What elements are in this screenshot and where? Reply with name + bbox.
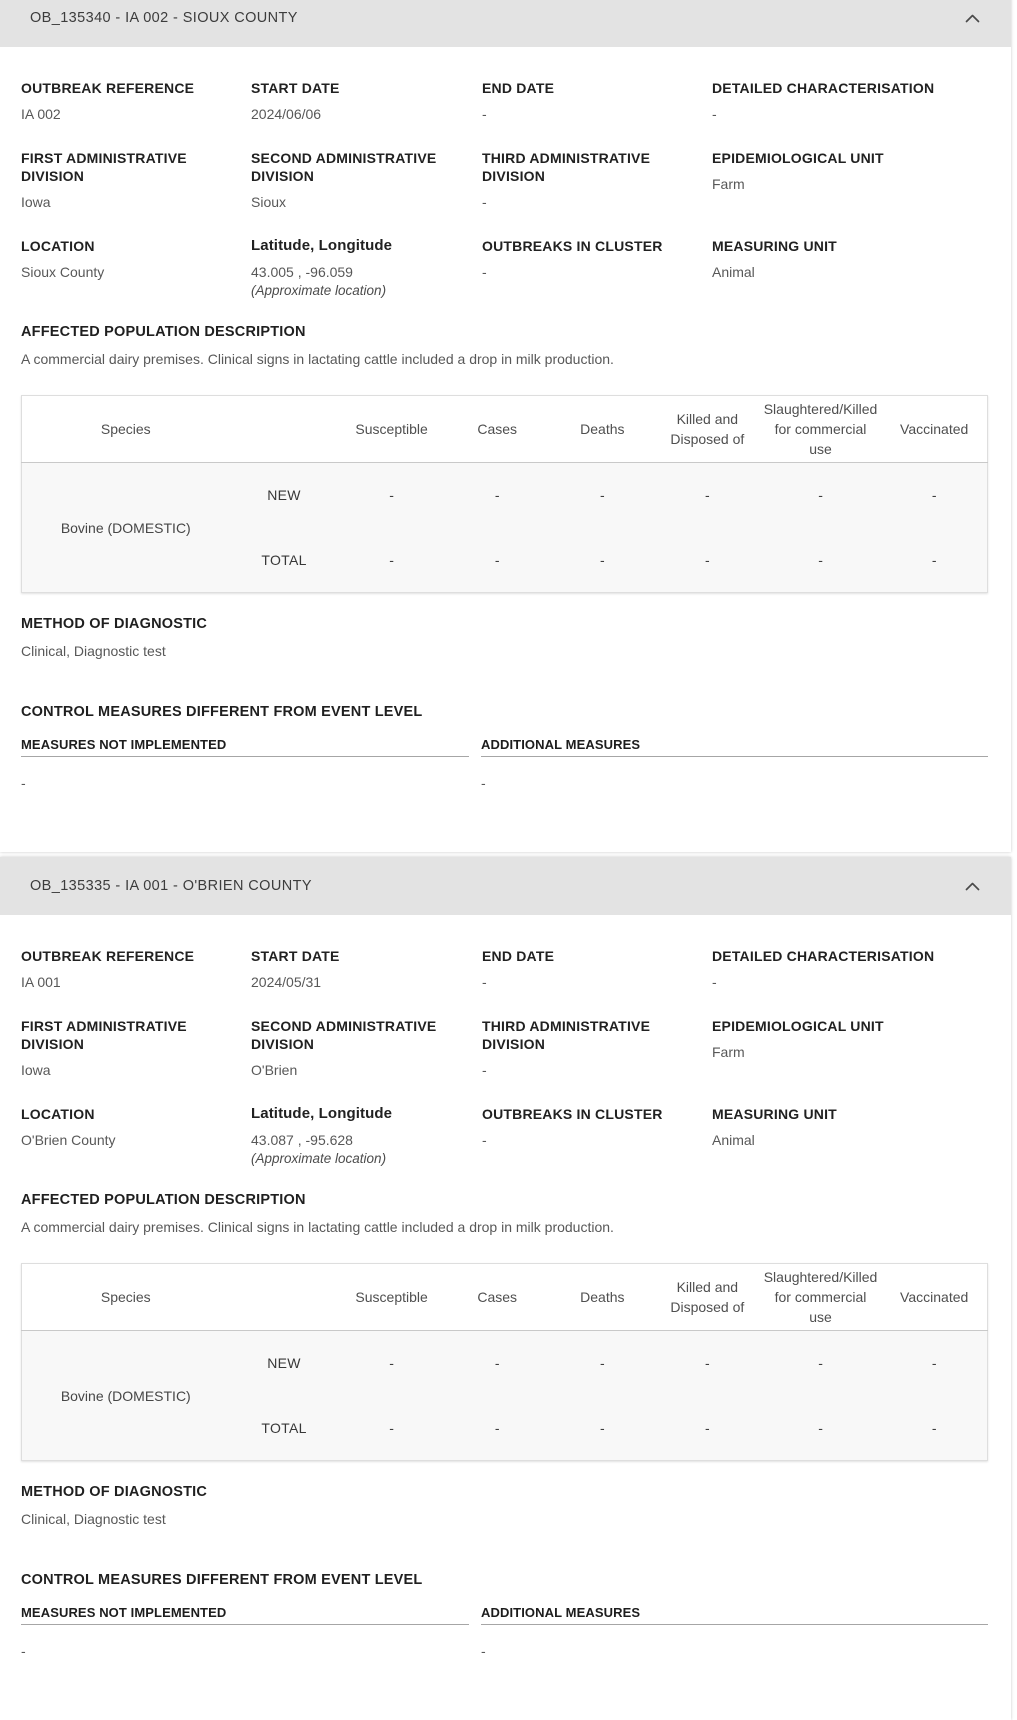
vaccinated-cell: - — [931, 487, 937, 504]
killed-disposed-cell: - — [704, 1355, 710, 1372]
fields-row — [21, 947, 988, 991]
col-header-killed-disposed: Killed and Disposed of — [655, 396, 760, 463]
field-outbreaks-in-cluster — [482, 1105, 712, 1168]
field-location — [21, 237, 251, 300]
approximate-location-note: (Approximate location) — [251, 283, 387, 298]
affected-population-text: A commercial dairy premises. Clinical signs in lactating cattle included a drop in milk production. — [21, 1219, 614, 1235]
additional-measures-label: ADDITIONAL MEASURES — [481, 736, 988, 757]
field-value — [251, 263, 482, 300]
field-end-date — [482, 79, 712, 123]
measures-not-implemented-value: - — [21, 775, 26, 791]
table-row — [22, 1331, 988, 1396]
field-epidemiological-unit — [712, 1017, 988, 1079]
field-latitude-longitude — [251, 237, 482, 300]
field-value: - — [712, 974, 717, 990]
killed-disposed-cell: - — [704, 487, 710, 504]
vaccinated-cell: - — [931, 1355, 937, 1372]
field-outbreak-reference — [21, 947, 251, 991]
method-of-diagnostic-value: Clinical, Diagnostic test — [21, 1511, 166, 1527]
col-header-deaths: Deaths — [550, 1264, 655, 1331]
field-label: Latitude, Longitude — [251, 1105, 393, 1122]
field-label: THIRD ADMINISTRATIVE DIVISION — [482, 150, 651, 184]
col-header-slaughtered: Slaughtered/Killed for commercial use — [760, 396, 882, 463]
col-header-susceptible: Susceptible — [339, 396, 445, 463]
slaughtered-cell: - — [818, 487, 823, 504]
approximate-location-note: (Approximate location) — [251, 1151, 387, 1166]
additional-measures-column — [481, 1604, 988, 1660]
field-label: SECOND ADMINISTRATIVE DIVISION — [251, 1018, 437, 1052]
outbreak-panel — [0, 857, 1011, 1720]
field-label: LOCATION — [21, 1106, 95, 1122]
col-header-cases: Cases — [445, 396, 550, 463]
species-name-cell: Bovine (DOMESTIC) — [60, 1387, 191, 1404]
field-label: START DATE — [251, 948, 340, 964]
field-outbreaks-in-cluster — [482, 237, 712, 300]
field-value: Animal — [712, 1132, 755, 1148]
field-label: OUTBREAKS IN CLUSTER — [482, 1106, 663, 1122]
col-header-species: Species — [22, 396, 230, 463]
col-header-species: Species — [22, 1264, 230, 1331]
col-header-vaccinated: Vaccinated — [881, 396, 987, 463]
species-table-header-row — [22, 396, 988, 463]
col-header-slaughtered: Slaughtered/Killed for commercial use — [760, 1264, 882, 1331]
field-label: START DATE — [251, 80, 340, 96]
outbreak-panel — [0, 0, 1011, 852]
col-header-cases: Cases — [445, 1264, 550, 1331]
measures-not-implemented-value: - — [21, 1643, 26, 1659]
field-label: OUTBREAK REFERENCE — [21, 948, 195, 964]
field-value: O'Brien — [251, 1062, 298, 1078]
field-label: END DATE — [482, 948, 555, 964]
field-value: Iowa — [21, 194, 51, 210]
deaths-cell: - — [599, 1419, 605, 1436]
measures-not-implemented-label: MEASURES NOT IMPLEMENTED — [21, 736, 469, 757]
field-label: FIRST ADMINISTRATIVE DIVISION — [21, 1018, 187, 1052]
field-label: MEASURING UNIT — [712, 238, 837, 254]
row-type-cell: TOTAL — [261, 1419, 307, 1436]
field-value: Farm — [712, 1044, 745, 1060]
control-measures-heading: CONTROL MEASURES DIFFERENT FROM EVENT LEVEL — [21, 1572, 423, 1588]
col-header-killed-disposed: Killed and Disposed of — [655, 1264, 760, 1331]
col-header-empty — [230, 1264, 339, 1331]
field-value — [251, 1131, 482, 1168]
killed-disposed-cell: - — [704, 1419, 710, 1436]
field-value: 2024/06/06 — [251, 106, 322, 122]
col-header-vaccinated: Vaccinated — [881, 1264, 987, 1331]
species-table — [21, 395, 988, 593]
susceptible-cell: - — [389, 1355, 394, 1372]
measures-not-implemented-column — [21, 736, 469, 792]
table-row — [22, 463, 988, 528]
field-value: O'Brien County — [21, 1132, 116, 1148]
field-value: Iowa — [21, 1062, 51, 1078]
field-value: Sioux County — [21, 264, 105, 280]
species-table-header-row — [22, 1264, 988, 1331]
slaughtered-cell: - — [818, 1355, 823, 1372]
outbreak-panel-content — [0, 47, 1011, 852]
field-label: THIRD ADMINISTRATIVE DIVISION — [482, 1018, 651, 1052]
collapse-button[interactable] — [961, 875, 984, 898]
col-header-deaths: Deaths — [550, 396, 655, 463]
field-start-date — [251, 79, 482, 123]
susceptible-cell: - — [389, 1419, 394, 1436]
fields-row — [21, 79, 988, 123]
killed-disposed-cell: - — [704, 551, 710, 568]
field-second-admin-division — [251, 149, 482, 211]
field-label: EPIDEMIOLOGICAL UNIT — [712, 1018, 884, 1034]
col-header-empty — [230, 396, 339, 463]
fields-row — [21, 1105, 988, 1168]
fields-row — [21, 237, 988, 300]
field-value: - — [712, 106, 717, 122]
field-value: 2024/05/31 — [251, 974, 322, 990]
deaths-cell: - — [599, 551, 605, 568]
outbreak-panel-header[interactable] — [0, 0, 1011, 47]
field-label: EPIDEMIOLOGICAL UNIT — [712, 150, 884, 166]
vaccinated-cell: - — [931, 551, 937, 568]
collapse-button[interactable] — [961, 7, 984, 30]
fields-row — [21, 149, 988, 211]
cases-cell: - — [494, 1355, 500, 1372]
field-label: SECOND ADMINISTRATIVE DIVISION — [251, 150, 437, 184]
field-label: MEASURING UNIT — [712, 1106, 837, 1122]
coordinates-value: 43.087 , -95.628 — [251, 1132, 353, 1148]
deaths-cell: - — [599, 1355, 605, 1372]
field-end-date — [482, 947, 712, 991]
field-value: - — [482, 106, 487, 122]
field-latitude-longitude — [251, 1105, 482, 1168]
method-of-diagnostic-value: Clinical, Diagnostic test — [21, 643, 166, 659]
slaughtered-cell: - — [818, 551, 823, 568]
field-location — [21, 1105, 251, 1168]
cases-cell: - — [494, 1419, 500, 1436]
coordinates-value: 43.005 , -96.059 — [251, 264, 353, 280]
outbreak-panel-title: OB_135335 - IA 001 - O'BRIEN COUNTY — [30, 878, 312, 894]
susceptible-cell: - — [389, 551, 394, 568]
field-outbreak-reference — [21, 79, 251, 123]
field-value: IA 002 — [21, 106, 61, 122]
col-header-susceptible: Susceptible — [339, 1264, 445, 1331]
cases-cell: - — [494, 551, 500, 568]
field-first-admin-division — [21, 1017, 251, 1079]
chevron-up-icon — [965, 11, 980, 26]
method-of-diagnostic-heading: METHOD OF DIAGNOSTIC — [21, 1484, 208, 1500]
additional-measures-value: - — [481, 1643, 486, 1659]
field-start-date — [251, 947, 482, 991]
field-value: - — [482, 974, 487, 990]
species-table — [21, 1263, 988, 1461]
measures-not-implemented-label: MEASURES NOT IMPLEMENTED — [21, 1604, 469, 1625]
cases-cell: - — [494, 487, 500, 504]
field-label: OUTBREAK REFERENCE — [21, 80, 195, 96]
outbreak-panel-content — [0, 915, 1011, 1720]
row-type-cell: NEW — [267, 1355, 301, 1372]
control-measures-grid — [21, 736, 988, 792]
field-measuring-unit — [712, 237, 988, 300]
row-type-cell: NEW — [267, 487, 301, 504]
row-type-cell: TOTAL — [261, 551, 307, 568]
outbreak-panel-title: OB_135340 - IA 002 - SIOUX COUNTY — [30, 10, 298, 26]
additional-measures-label: ADDITIONAL MEASURES — [481, 1604, 988, 1625]
vaccinated-cell: - — [931, 1419, 937, 1436]
slaughtered-cell: - — [818, 1419, 823, 1436]
additional-measures-value: - — [481, 775, 486, 791]
field-value: - — [482, 194, 487, 210]
fields-row — [21, 1017, 988, 1079]
method-of-diagnostic-heading: METHOD OF DIAGNOSTIC — [21, 616, 208, 632]
field-detailed-characterisation — [712, 947, 988, 991]
deaths-cell: - — [599, 487, 605, 504]
field-label: END DATE — [482, 80, 555, 96]
species-name-cell: Bovine (DOMESTIC) — [60, 519, 191, 536]
field-measuring-unit — [712, 1105, 988, 1168]
control-measures-heading: CONTROL MEASURES DIFFERENT FROM EVENT LEVEL — [21, 704, 423, 720]
susceptible-cell: - — [389, 487, 394, 504]
affected-population-heading: AFFECTED POPULATION DESCRIPTION — [21, 324, 306, 340]
field-third-admin-division — [482, 149, 712, 211]
affected-population-heading: AFFECTED POPULATION DESCRIPTION — [21, 1192, 306, 1208]
field-detailed-characterisation — [712, 79, 988, 123]
chevron-up-icon — [965, 879, 980, 894]
additional-measures-column — [481, 736, 988, 792]
affected-population-text: A commercial dairy premises. Clinical signs in lactating cattle included a drop in milk production. — [21, 351, 614, 367]
field-value: Animal — [712, 264, 755, 280]
field-label: LOCATION — [21, 238, 95, 254]
field-second-admin-division — [251, 1017, 482, 1079]
field-label: OUTBREAKS IN CLUSTER — [482, 238, 663, 254]
field-epidemiological-unit — [712, 149, 988, 211]
outbreak-panel-header[interactable] — [0, 857, 1011, 915]
control-measures-grid — [21, 1604, 988, 1660]
field-value: - — [482, 264, 487, 280]
field-label: DETAILED CHARACTERISATION — [712, 80, 935, 96]
field-first-admin-division — [21, 149, 251, 211]
field-value: - — [482, 1132, 487, 1148]
field-label: FIRST ADMINISTRATIVE DIVISION — [21, 150, 187, 184]
field-value: Sioux — [251, 194, 287, 210]
field-label: Latitude, Longitude — [251, 237, 393, 254]
field-value: - — [482, 1062, 487, 1078]
field-third-admin-division — [482, 1017, 712, 1079]
field-value: IA 001 — [21, 974, 61, 990]
field-label: DETAILED CHARACTERISATION — [712, 948, 935, 964]
field-value: Farm — [712, 176, 745, 192]
measures-not-implemented-column — [21, 1604, 469, 1660]
